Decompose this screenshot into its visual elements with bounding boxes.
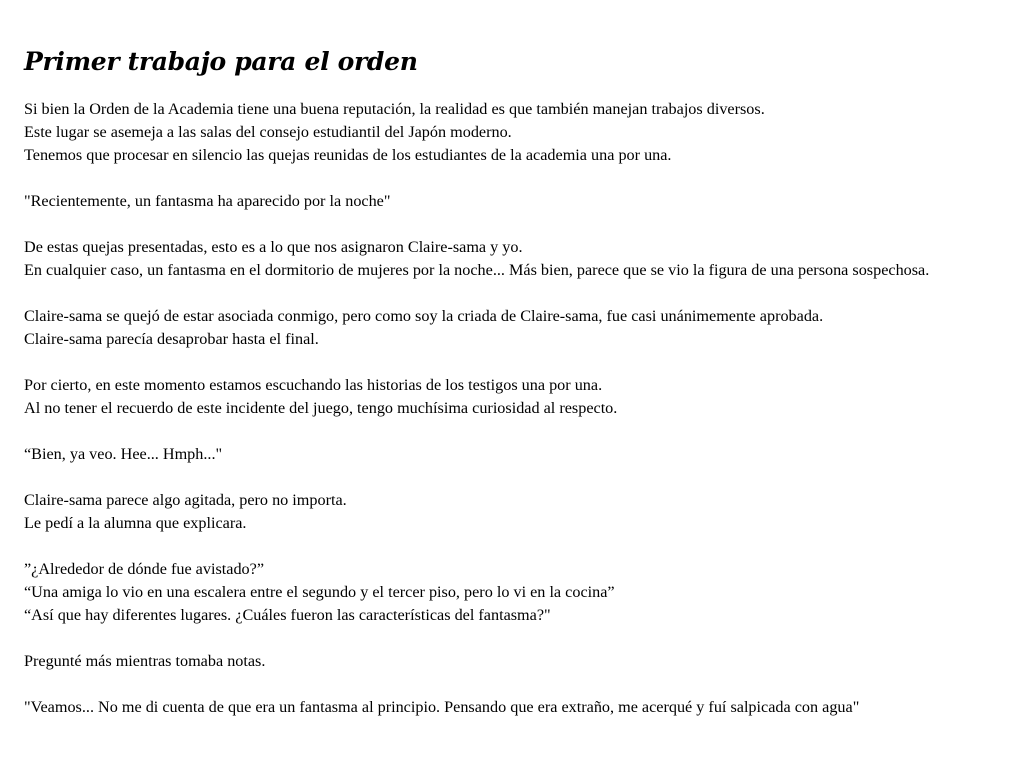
text-line: Este lugar se asemeja a las salas del consejo estudiantil del Japón moderno. <box>24 123 512 141</box>
text-line: Por cierto, en este momento estamos escuchando las historias de los testigos una por una. <box>24 376 603 394</box>
text-line: Al no tener el recuerdo de este incidente del juego, tengo muchísima curiosidad al respecto. <box>24 399 618 417</box>
text-line: Claire-sama parecía desaprobar hasta el final. <box>24 330 319 348</box>
page-title: Primer trabajo para el orden <box>24 47 418 76</box>
text-line: Pregunté más mientras tomaba notas. <box>24 652 266 670</box>
document-page <box>24 40 1014 742</box>
text-line: "Veamos... No me di cuenta de que era un fantasma al principio. Pensando que era extraño, me acerqué y fuí salpicada con agua" <box>24 698 860 716</box>
text-line: “Una amiga lo vio en una escalera entre el segundo y el tercer piso, pero lo vi en la cocina” <box>24 583 615 601</box>
text-line: Tenemos que procesar en silencio las quejas reunidas de los estudiantes de la academia una por una. <box>24 146 672 164</box>
text-line: “Así que hay diferentes lugares. ¿Cuáles fueron las características del fantasma?" <box>24 606 551 624</box>
text-line: Le pedí a la alumna que explicara. <box>24 514 247 532</box>
paragraph <box>24 558 1014 627</box>
paragraph <box>24 305 1014 351</box>
paragraph <box>24 374 1014 420</box>
paragraph <box>24 650 1014 673</box>
paragraph <box>24 696 1014 719</box>
paragraph <box>24 236 1014 282</box>
paragraph <box>24 489 1014 535</box>
paragraph <box>24 190 1014 213</box>
text-line: Claire-sama parece algo agitada, pero no importa. <box>24 491 347 509</box>
text-line: ”¿Alrededor de dónde fue avistado?” <box>24 560 264 578</box>
paragraph <box>24 443 1014 466</box>
text-line: "Recientemente, un fantasma ha aparecido por la noche" <box>24 192 391 210</box>
text-line: “Bien, ya veo. Hee... Hmph..." <box>24 445 223 463</box>
text-line: De estas quejas presentadas, esto es a lo que nos asignaron Claire-sama y yo. <box>24 238 523 256</box>
text-line: Claire-sama se quejó de estar asociada conmigo, pero como soy la criada de Claire-sama, fue casi unánimemente aprobada. <box>24 307 824 325</box>
text-line: Si bien la Orden de la Academia tiene una buena reputación, la realidad es que también manejan trabajos diversos. <box>24 100 765 118</box>
paragraph <box>24 98 1014 167</box>
text-line: En cualquier caso, un fantasma en el dormitorio de mujeres por la noche... Más bien, parece que se vio la figura de una persona sospechosa. <box>24 261 930 279</box>
